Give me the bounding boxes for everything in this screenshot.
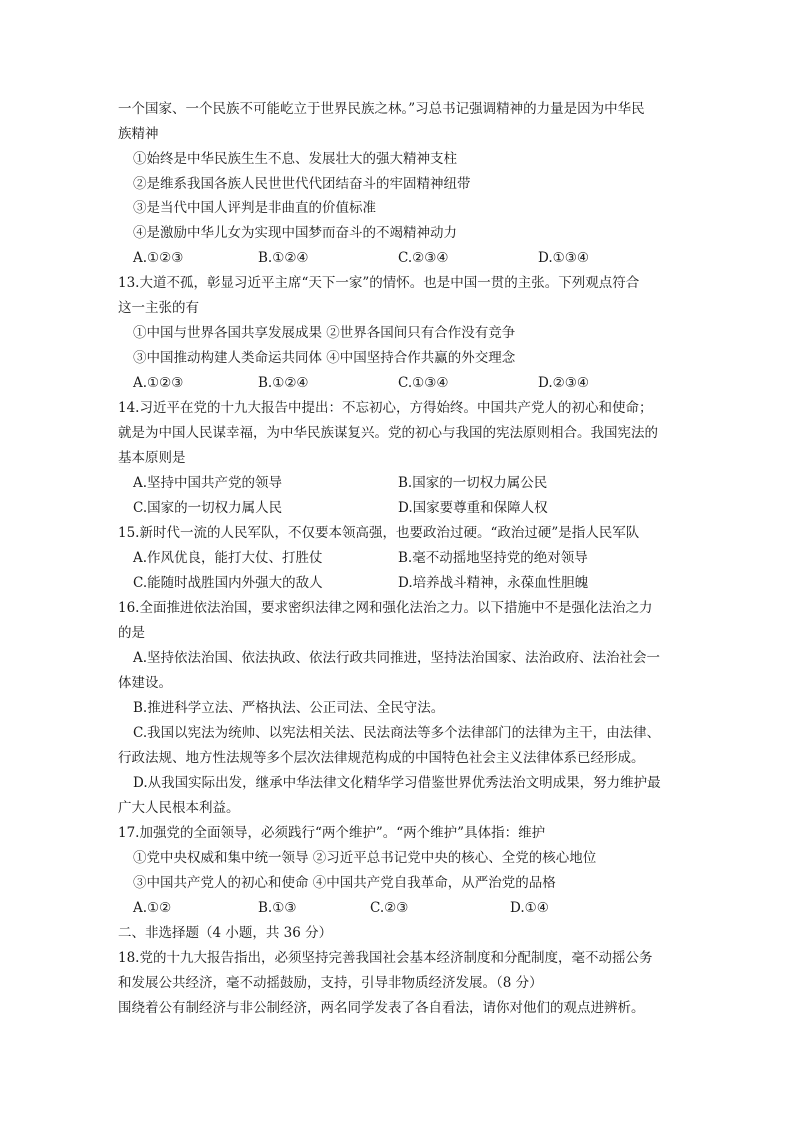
q16-option-c: C.我国以宪法为统帅、以宪法相关法、民法商法等多个法律部门的法律为主干，由法律、 <box>133 725 661 741</box>
q15-stem-line: 15.新时代一流的人民军队，不仅要本领高强，也要政治过硬。“政治过硬”是指人民军队 <box>118 525 640 541</box>
q12-item: ④是激励中华儿女为实现中国梦而奋斗的不竭精神动力 <box>133 225 457 241</box>
q13-items: ③中国推动构建人类命运共同体 ④中国坚持合作共赢的外交理念 <box>133 350 516 366</box>
q14-option-d: D.国家要尊重和保障人权 <box>398 500 548 516</box>
q17-option-d: D.①④ <box>510 900 549 916</box>
q14-stem-line: 就是为中国人民谋幸福，为中华民族谋复兴。党的初心与我国的宪法原则相合。我国宪法的 <box>118 425 658 441</box>
q16-option-b: B.推进科学立法、严格执法、公正司法、全民守法。 <box>133 700 445 716</box>
q13-stem-line: 这一主张的有 <box>118 300 199 316</box>
q16-option-c-cont: 行政法规、地方性法规等多个层次法律规范构成的中国特色社会主义法律体系已经形成。 <box>118 750 645 766</box>
q17-option-a: A.①② <box>133 900 172 916</box>
q16-stem-line: 的是 <box>118 625 145 641</box>
q13-stem-line: 13.大道不孤，彰显习近平主席“天下一家”的情怀。也是中国一贯的主张。下列观点符合 <box>118 275 640 291</box>
q12-stem-line: 族精神 <box>118 126 159 142</box>
q16-option-d: D.从我国实际出发，继承中华法律文化精华学习借鉴世界优秀法治文明成果，努力维护最 <box>133 775 661 791</box>
q14-option-c: C.国家的一切权力属人民 <box>133 500 283 516</box>
q12-stem-line: 一个国家、一个民族不可能屹立于世界民族之林。”习总书记强调精神的力量是因为中华民 <box>118 101 645 117</box>
q15-option-b: B.毫不动摇地坚持党的绝对领导 <box>398 550 588 566</box>
q14-stem-line: 14.习近平在党的十九大报告中提出：不忘初心，方得始终。中国共产党人的初心和使命； <box>118 400 653 416</box>
q16-option-d-cont: 广大人民根本利益。 <box>118 800 240 816</box>
q13-option-b: B.①②④ <box>258 375 309 391</box>
section-heading: 二、非选择题（4 小题，共 36 分） <box>118 925 333 941</box>
q12-option-b: B.①②④ <box>258 250 309 266</box>
q13-option-a: A.①②③ <box>133 375 184 391</box>
q17-stem-line: 17.加强党的全面领导，必须践行“两个维护”。“两个维护”具体指：维护 <box>118 825 546 841</box>
q12-option-c: C.②③④ <box>398 250 449 266</box>
q12-item: ②是维系我国各族人民世世代代团结奋斗的牢固精神纽带 <box>133 176 471 192</box>
q14-option-b: B.国家的一切权力属公民 <box>398 475 548 491</box>
q15-option-d: D.培养战斗精神，永葆血性胆魄 <box>398 575 589 591</box>
q16-stem-line: 16.全面推进依法治国，要求密织法律之网和强化法治之力。以下措施中不是强化法治之力 <box>118 600 653 616</box>
q12-option-a: A.①②③ <box>133 250 184 266</box>
q12-item: ①始终是中华民族生生不息、发展壮大的强大精神支柱 <box>133 151 457 167</box>
q14-stem-line: 基本原则是 <box>118 450 186 466</box>
q13-option-c: C.①③④ <box>398 375 449 391</box>
q16-option-a-cont: 体建设。 <box>118 675 172 691</box>
q17-items: ③中国共产党人的初心和使命 ④中国共产党自我革命，从严治党的品格 <box>133 875 556 891</box>
q13-option-d: D.②③④ <box>538 375 589 391</box>
q17-option-c: C.②③ <box>370 900 409 916</box>
q18-stem-line: 18.党的十九大报告指出，必须坚持完善我国社会基本经济制度和分配制度，毫不动摇公务 <box>118 950 653 966</box>
q15-option-a: A.作风优良，能打大仗、打胜仗 <box>133 550 323 566</box>
q12-item: ③是当代中国人评判是非曲直的价值标准 <box>133 200 376 216</box>
q18-stem-line: 和发展公共经济，毫不动摇鼓励，支持，引导非物质经济发展。（8 分） <box>118 975 543 991</box>
q16-option-a: A.坚持依法治国、依法执政、依法行政共同推进，坚持法治国家、法治政府、法治社会一 <box>133 650 661 666</box>
q15-option-c: C.能随时战胜国内外强大的敌人 <box>133 575 323 591</box>
q12-option-d: D.①③④ <box>538 250 589 266</box>
q17-items: ①党中央权威和集中统一领导 ②习近平总书记党中央的核心、全党的核心地位 <box>133 850 597 866</box>
q17-option-b: B.①③ <box>258 900 297 916</box>
q14-option-a: A.坚持中国共产党的领导 <box>133 475 283 491</box>
q13-items: ①中国与世界各国共享发展成果 ②世界各国间只有合作没有竞争 <box>133 325 516 341</box>
q18-stem-line: 围绕着公有制经济与非公制经济，两名同学发表了各自看法，请你对他们的观点进辨析。 <box>118 1000 645 1016</box>
